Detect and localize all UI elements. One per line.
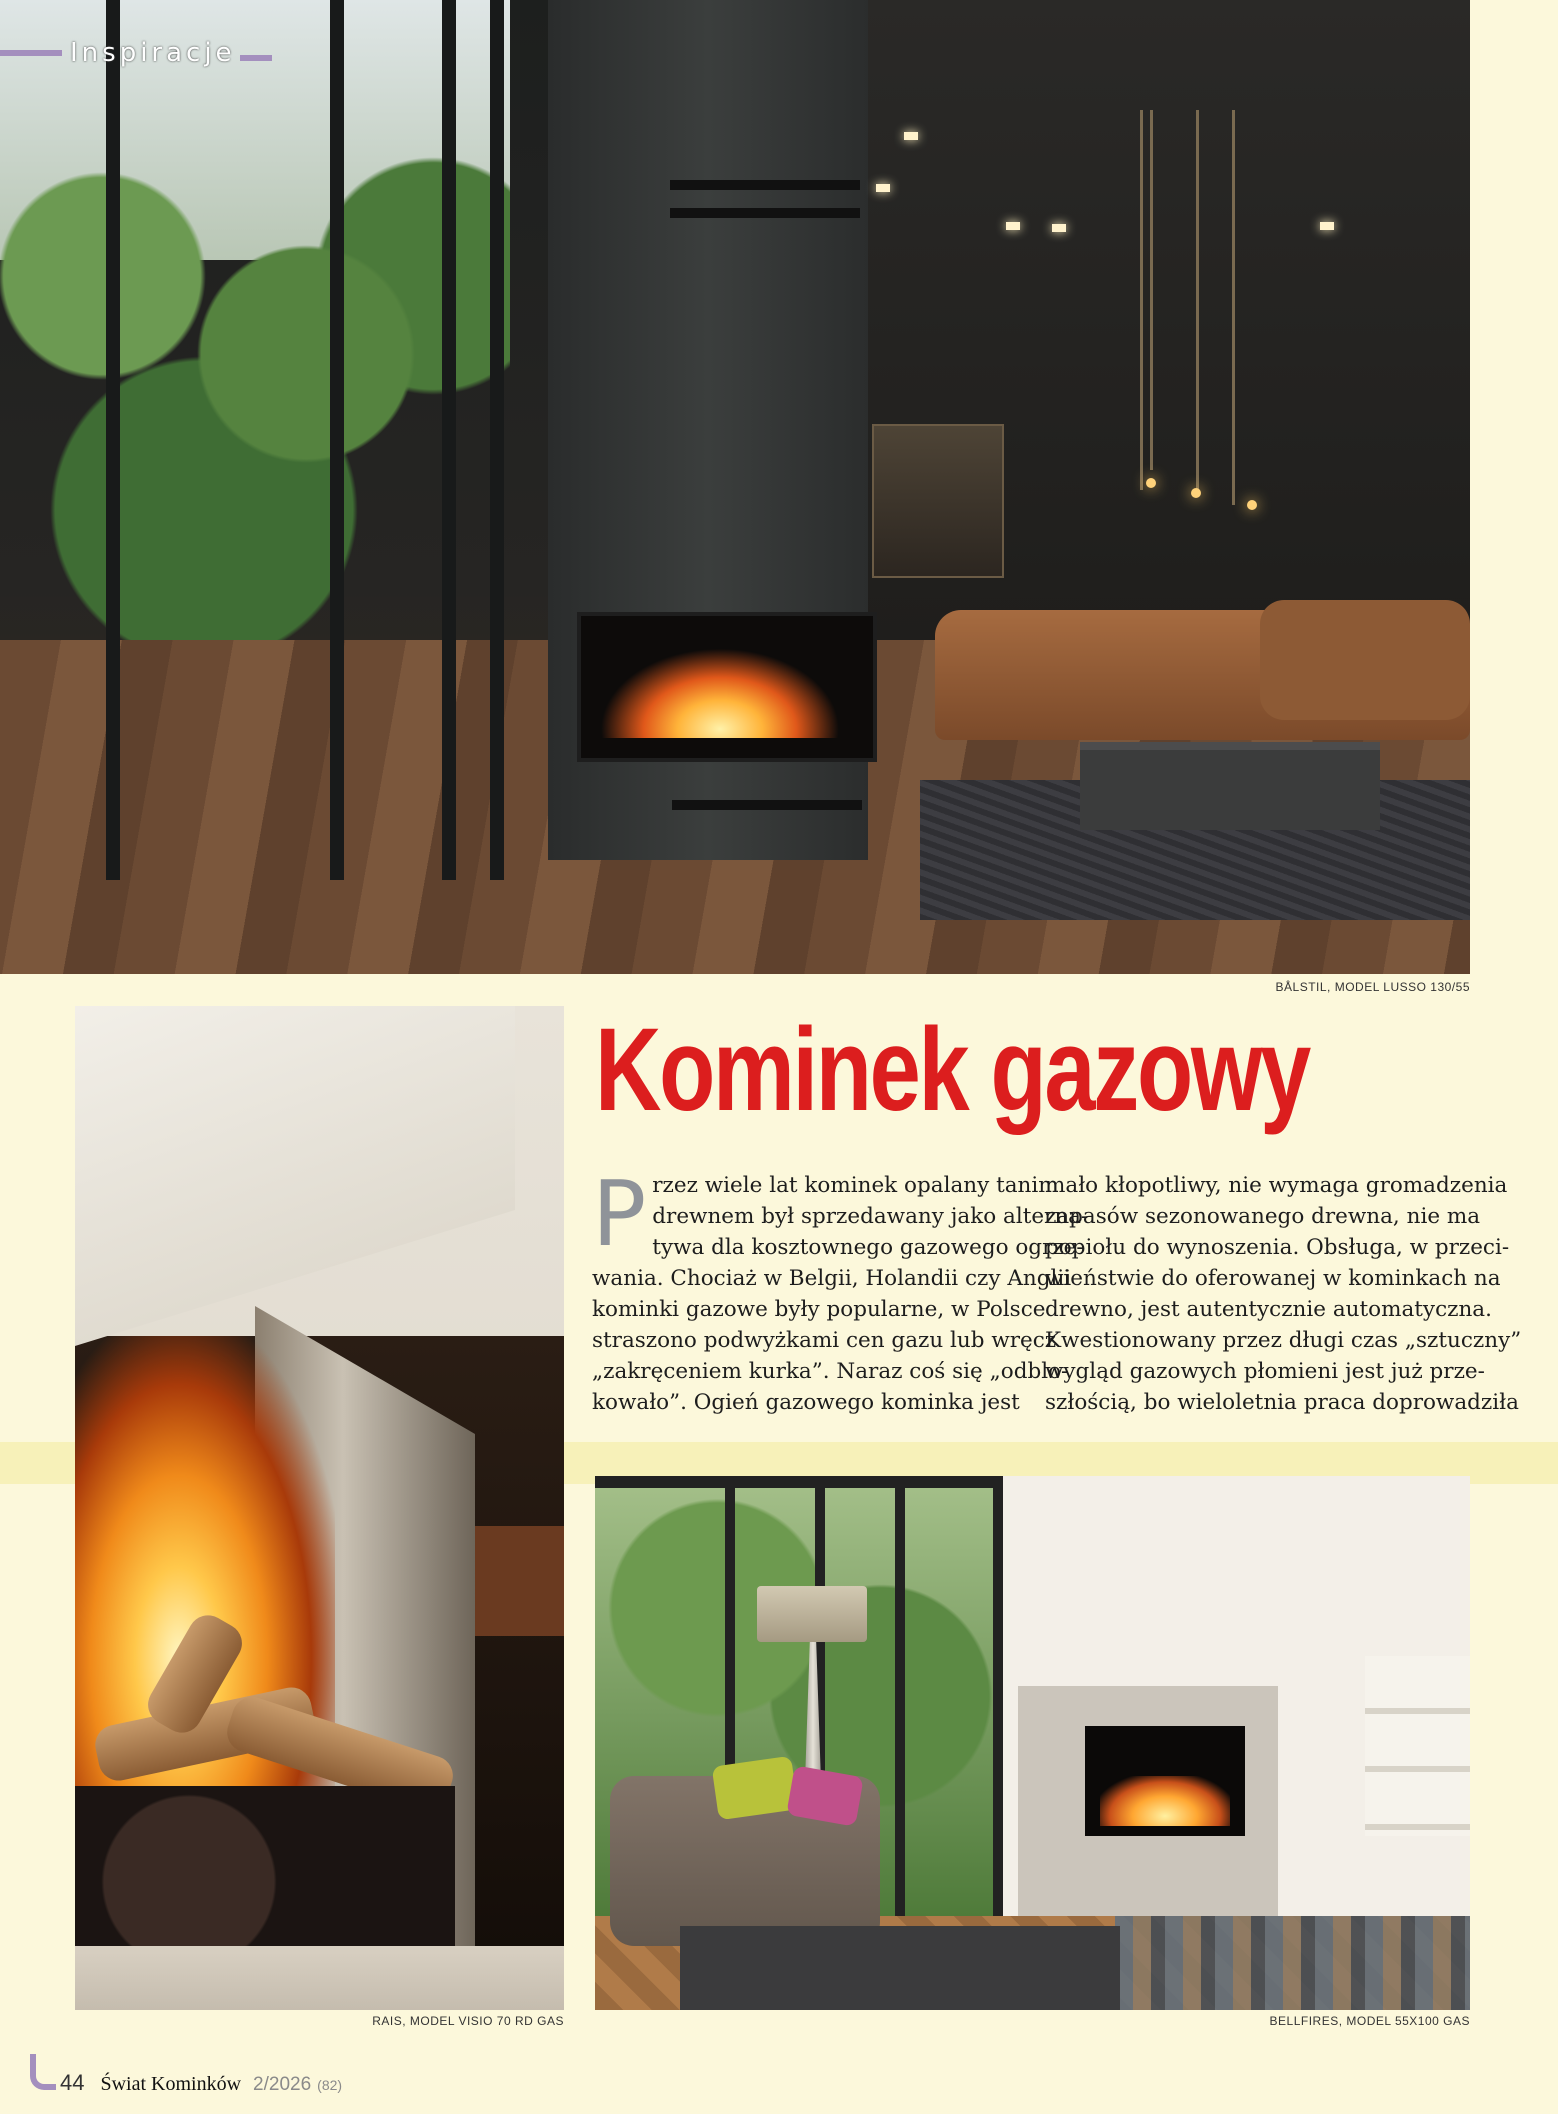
- left-photo-ledge: [75, 1946, 564, 2010]
- window-frame: [895, 1476, 905, 1916]
- window-mullion: [330, 0, 344, 880]
- window-mullion: [106, 0, 120, 880]
- column-slot: [670, 180, 860, 190]
- right-photo-shelves: [1365, 1656, 1470, 1836]
- pendant-lamp: [1140, 110, 1143, 490]
- pendant-lamp: [1150, 110, 1153, 470]
- article-title: Kominek gazowy: [595, 1004, 1309, 1136]
- hero-caption: BÅLSTIL, MODEL LUSSO 130/55: [1275, 980, 1470, 994]
- article-column-2: [1045, 1170, 1522, 1418]
- text-line: popiołu do wynoszenia. Obsługa, w przeci-: [1045, 1235, 1510, 1260]
- window-mullion: [442, 0, 456, 880]
- left-photo-caption: RAIS, MODEL VISIO 70 RD GAS: [372, 2014, 564, 2028]
- text-line: mało kłopotliwy, nie wymaga gromadzenia: [1045, 1173, 1508, 1198]
- issue-label: 2/2026: [253, 2074, 312, 2095]
- text-line: szłością, bo wieloletnia praca doprowadziła: [1045, 1390, 1519, 1415]
- text-line: rzez wiele lat kominek opalany tanim: [652, 1173, 1059, 1198]
- hero-kitchen-niche: [872, 424, 1004, 578]
- column-slot: [672, 800, 862, 810]
- left-photo: [75, 1006, 564, 2010]
- text-line: kominki gazowe były popularne, w Polsce: [592, 1297, 1046, 1322]
- hero-sofa-back: [1260, 600, 1470, 720]
- hero-trees: [0, 120, 510, 640]
- pendant-lamp: [1232, 110, 1235, 505]
- hero-coffee-table: [1080, 742, 1380, 830]
- right-photo-caption: BELLFIRES, MODEL 55X100 GAS: [1269, 2014, 1470, 2028]
- text-line: „zakręceniem kurka”. Naraz coś się „odblo-: [592, 1359, 1069, 1384]
- pendant-bulb: [1247, 500, 1257, 510]
- left-photo-hood: [75, 1006, 515, 1346]
- coffee-table: [680, 1926, 1120, 2010]
- pendant-bulb: [1191, 488, 1201, 498]
- text-line: wygląd gazowych płomieni jest już prze-: [1045, 1359, 1485, 1384]
- window-frame: [595, 1476, 1003, 1488]
- column-slot: [670, 208, 860, 218]
- page-number: 44: [60, 2070, 85, 2095]
- window-mullion: [490, 0, 504, 880]
- ceiling-spotlight: [1320, 222, 1334, 230]
- ceiling-spotlight: [1052, 224, 1066, 232]
- pendant-bulb: [1146, 478, 1156, 488]
- pendant-lamp: [1196, 110, 1199, 490]
- text-line: Kwestionowany przez długi czas „sztuczny”: [1045, 1328, 1522, 1353]
- issue-number: (82): [317, 2077, 343, 2093]
- text-line: drewno, jest autentycznie automatyczna.: [1045, 1297, 1492, 1322]
- dropcap: P: [592, 1162, 647, 1267]
- pillow: [712, 1756, 799, 1821]
- text-line: kowało”. Ogień gazowego kominka jest: [592, 1390, 1020, 1415]
- text-line: wania. Chociaż w Belgii, Holandii czy Anglii: [592, 1266, 1072, 1291]
- right-photo-flame: [1100, 1776, 1230, 1826]
- right-photo-rug: [1115, 1916, 1470, 2010]
- text-line: drewnem był sprzedawany jako alterna-: [652, 1204, 1089, 1229]
- hero-flame: [600, 648, 840, 738]
- text-line: straszono podwyżkami cen gazu lub wręcz: [592, 1328, 1057, 1353]
- text-line: wieństwie do oferowanej w kominkach na: [1045, 1266, 1501, 1291]
- magazine-name: Świat Kominków: [100, 2073, 242, 2095]
- lamp-shade: [757, 1586, 867, 1642]
- hero-photo: [0, 0, 1470, 974]
- page-footer: [30, 2054, 342, 2096]
- text-line: tywa dla kosztownego gazowego ogrze-: [652, 1235, 1084, 1260]
- left-photo-embers: [75, 1786, 455, 1946]
- ceiling-spotlight: [904, 132, 918, 140]
- section-tag-bar: [0, 50, 62, 56]
- window-frame: [993, 1476, 1003, 1916]
- text-line: zapasów sezonowanego drewna, nie ma: [1045, 1204, 1481, 1229]
- section-tag: [0, 38, 272, 68]
- section-label: Inspiracje: [70, 38, 236, 68]
- ceiling-spotlight: [1006, 222, 1020, 230]
- footer-accent-hook: [30, 2054, 56, 2090]
- article-column-1: [592, 1162, 1089, 1418]
- ceiling-spotlight: [876, 184, 890, 192]
- section-tag-bar: [240, 55, 272, 61]
- right-photo: [595, 1476, 1470, 2010]
